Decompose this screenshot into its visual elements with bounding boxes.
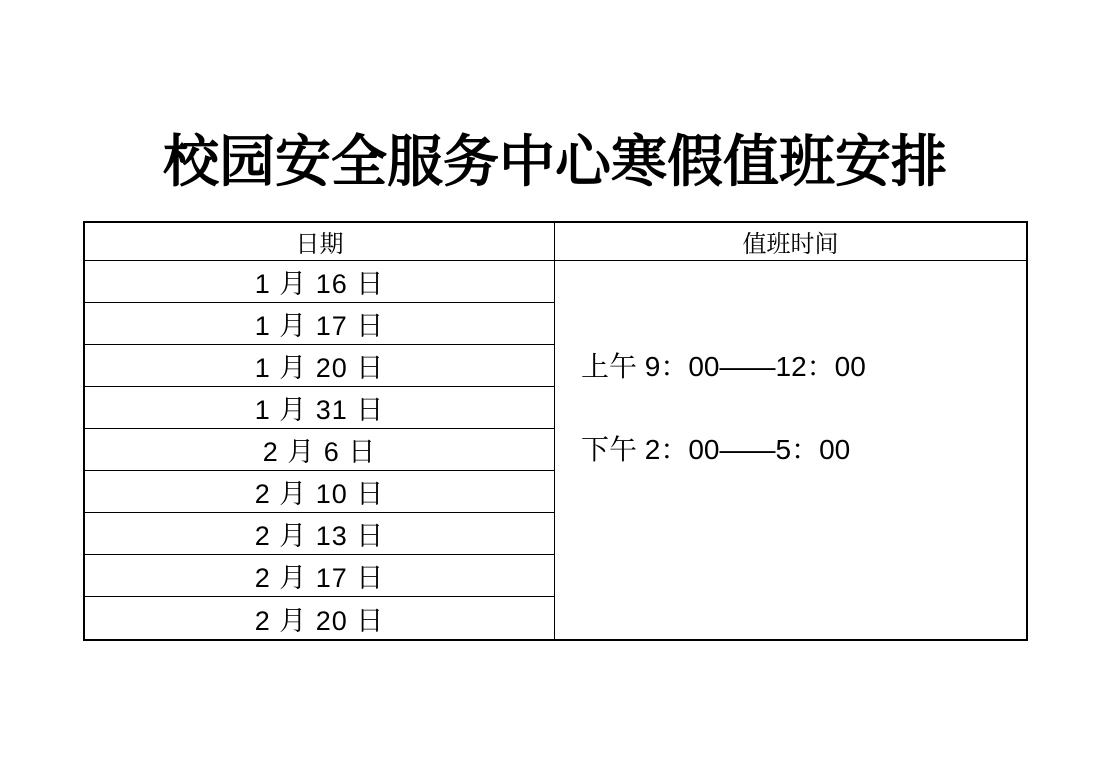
table-row-date-6: 2 月 10 日 bbox=[85, 471, 555, 513]
column-header-duty-time: 值班时间 bbox=[555, 223, 1026, 261]
table-row-date-7: 2 月 13 日 bbox=[85, 513, 555, 555]
duty-schedule-table bbox=[83, 221, 1028, 641]
duty-time-morning: 上午 9：00——12：00 bbox=[581, 351, 866, 382]
duty-time-afternoon: 下午 2：00——5：00 bbox=[581, 434, 851, 465]
table-row-date-5: 2 月 6 日 bbox=[85, 429, 555, 471]
duty-time-merged-cell bbox=[555, 261, 1026, 639]
table-row-date-2: 1 月 17 日 bbox=[85, 303, 555, 345]
column-header-date: 日期 bbox=[85, 223, 555, 261]
table-row-date-1: 1 月 16 日 bbox=[85, 261, 555, 303]
table-row-date-4: 1 月 31 日 bbox=[85, 387, 555, 429]
table-row-date-9: 2 月 20 日 bbox=[85, 597, 555, 639]
table-row-date-3: 1 月 20 日 bbox=[85, 345, 555, 387]
page-title: 校园安全服务中心寒假值班安排 bbox=[163, 130, 947, 193]
table-row-date-8: 2 月 17 日 bbox=[85, 555, 555, 597]
